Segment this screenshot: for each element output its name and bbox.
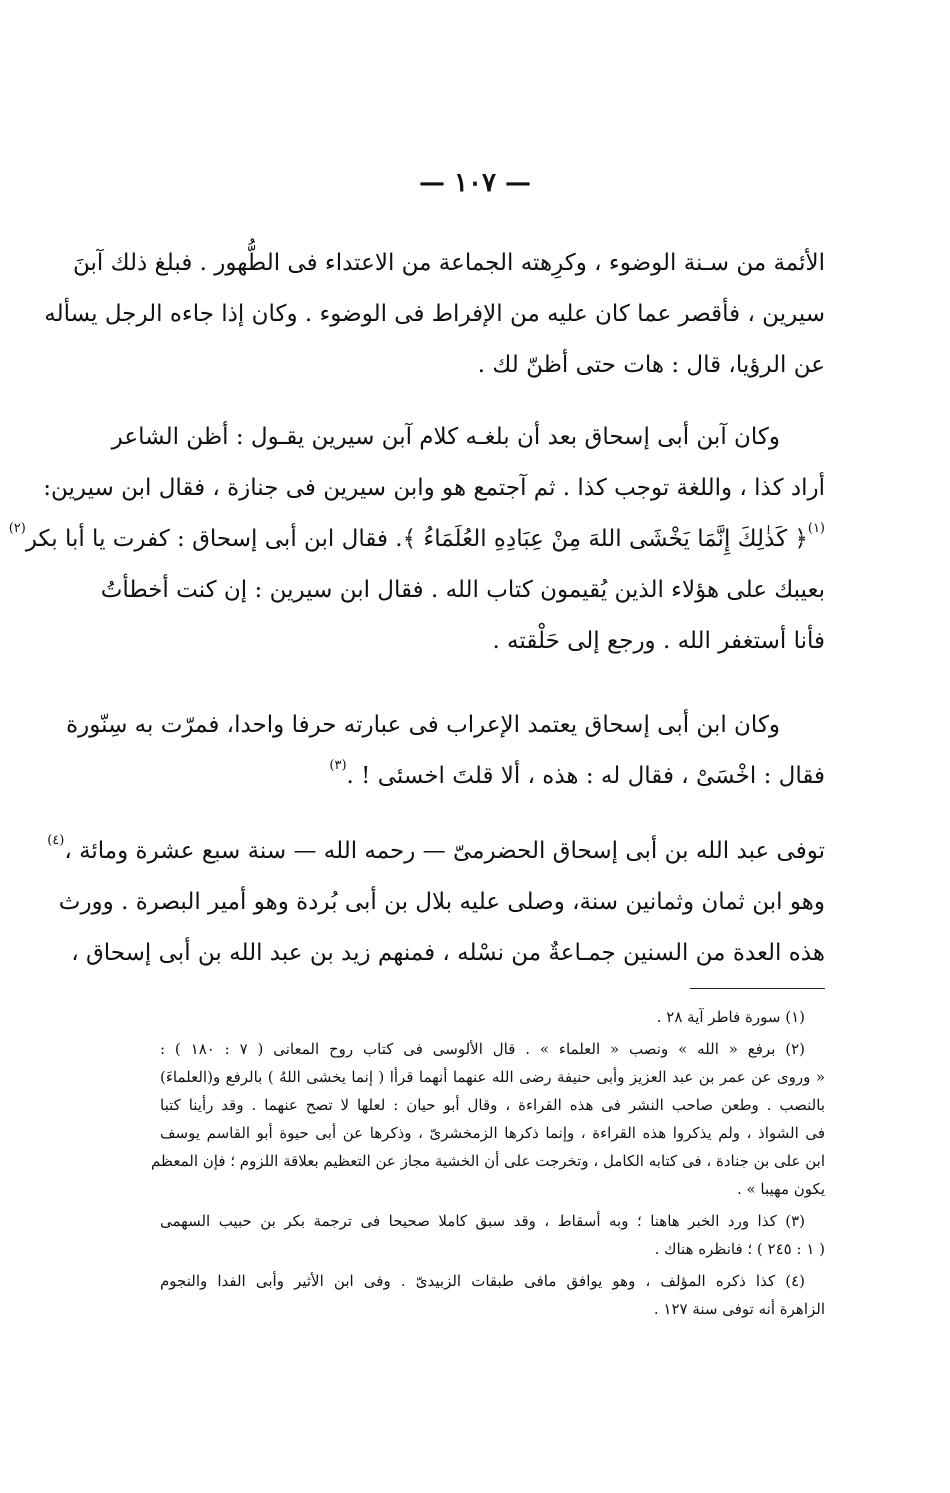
paragraph-3 (66, 700, 825, 802)
text-line: فأنا أستغفر الله . ورجع إلى حَلْقته . (492, 628, 825, 654)
text-line-with-markers (8, 514, 825, 565)
text-line: عن الرؤيا، قال : هات حتى أظنّ لك . (477, 352, 825, 378)
footnote-line: (٢) برفع « الله » ونصب « العلماء » . قال الألوسى فى كتاب روح المعانى ( ٧ : ١٨٠ ) : (160, 1040, 805, 1058)
text-line: بعيبك على هؤلاء الذين يُقيمون كتاب الله . فقال ابن سيرين : إن كنت أخطأتُ (100, 577, 825, 603)
footnote-marker-2[interactable]: (٢) (8, 521, 26, 536)
footnote-2 (151, 1035, 825, 1203)
text-line-with-marker (47, 826, 825, 877)
footnote-line: فى الشواذ ، ولم يذكروا هذه القراءة ، وإنما ذكرها الزمخشرىّ ، وذكرها عن أبى حيوة أبو القاسم يوسف (160, 1124, 825, 1142)
footnote-line: يكون مهيبا » . (736, 1180, 825, 1198)
text-line: أراد كذا ، واللغة توجب كذا . ثم آجتمع هو وابن سيرين فى جنازة ، فقال ابن سيرين: (43, 475, 825, 501)
footnote-line: (٣) كذا ورد الخبر هاهنا ؛ وبه أسقاط ، وقد سبق كاملا صحيحا فى ترجمة بكر بن حبيب السهمى (160, 1212, 805, 1230)
text-line: وكان آبن أبى إسحاق بعد أن بلغـه كلام آبن سيرين يقـول : أظن الشاعر (111, 424, 780, 450)
page-number: — ١٠٧ — (418, 168, 532, 198)
paragraph-2 (8, 412, 825, 667)
footnote-line: الزاهرة أنه توفى سنة ١٢٧ . (653, 1300, 825, 1318)
text-line: هذه العدة من السنين جمـاعةٌ من نسْله ، فمنهم زيد بن عبد الله بن أبى إسحاق ، (71, 940, 825, 966)
footnote-separator (690, 988, 825, 989)
footnote-4 (160, 1267, 825, 1323)
text-line: ﴿ كَذٰلِكَ إِنَّمَا يَخْشَى اللهَ مِنْ عِبَادِهِ العُلَمَاءُ ﴾. فقال ابن أبى إسحاق : كفرت يا أبا بكر (25, 526, 808, 552)
footnote-1 (160, 1003, 825, 1031)
footnote-line: ( ١ : ٢٤٥ ) ؛ فانظره هناك . (654, 1240, 825, 1258)
text-line: وهو ابن ثمان وثمانين سنة، وصلى عليه بلال بن أبى بُردة وهو أمير البصرة . وورث (58, 889, 825, 915)
text-line: فقال : اخْسَىْ ، فقال له : هذه ، ألا قلتَ اخسئى ! . (346, 763, 825, 789)
footnote-line: (٤) كذا ذكره المؤلف ، وهو يوافق مافى طبقات الزبيدىّ . وفى ابن الأثير وأبى الفدا والنجوم (160, 1272, 805, 1290)
paragraph-4 (47, 826, 825, 979)
footnote-line: بالنصب . وطعن صاحب النشر فى هذه القراءة ، وقال أبو حيان : لعلها لا تصح عنهما . وقد رأينا كتبا (160, 1096, 825, 1114)
text-line: سيرين ، فأقصر عما كان عليه من الإفراط فى الوضوء . وكان إذا جاءه الرجل يسأله (44, 301, 825, 327)
text-line: وكان ابن أبى إسحاق يعتمد الإعراب فى عبارته حرفا واحدا، فمرّت به سِنّورة (66, 712, 780, 738)
footnote-marker-3[interactable]: (٣) (329, 758, 347, 773)
text-line-with-marker (160, 751, 825, 802)
footnote-3 (160, 1207, 825, 1263)
footnotes (151, 1003, 825, 1323)
footnote-line: (١) سورة فاطر آية ٢٨ . (656, 1008, 805, 1026)
footnote-line: « وروى عن عمر بن عبد العزيز وأبى حنيفة رضى الله عنهما أنهما قرأا ( إنما يخشى اللهُ ) بالرفع و(العلماءَ) (160, 1068, 825, 1086)
paragraph-1 (44, 238, 825, 391)
text-line: توفى عبد الله بن أبى إسحاق الحضرمىّ — رحمه الله — سنة سبع عشرة ومائة ، (64, 838, 825, 864)
text-line: الأئمة من سـنة الوضوء ، وكرِهته الجماعة من الاعتداء فى الطُّهور . فبلغ ذلك آبنَ (72, 250, 825, 276)
footnote-marker-4[interactable]: (٤) (47, 833, 65, 848)
footnote-marker-1[interactable]: (١) (807, 521, 825, 536)
footnote-line: ابن على بن جنادة ، فى كتابه الكامل ، وتخرجت على أن الخشية مجاز عن التعظيم بعلاقة اللزوم ؛ فإن المعظم (151, 1152, 825, 1170)
